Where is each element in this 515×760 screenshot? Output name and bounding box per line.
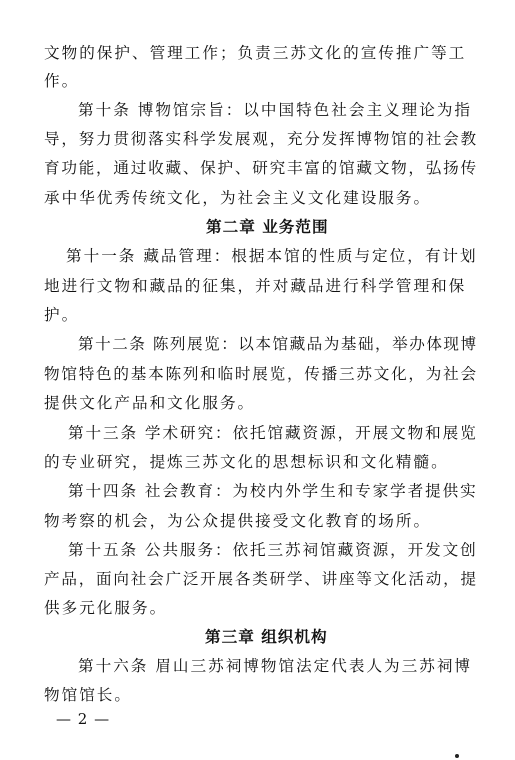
paragraph-line: 第十四条 社会教育：为校内外学生和专家学者提供实 [68,482,478,500]
paragraph-line: 第十三条 学术研究：依托馆藏资源，开展文物和展览 [68,424,478,442]
paragraph-line: 物考察的机会，为公众提供接受文化教育的场所。 [44,512,432,530]
paragraph-line: 提供文化产品和文化服务。 [44,394,256,412]
paragraph-line: 第十一条 藏品管理：根据本馆的性质与定位，有计划 [66,247,478,265]
page-number: — 2 — [56,710,111,728]
paragraph-line: 地进行文物和藏品的征集，并对藏品进行科学管理和保 [44,277,467,295]
paragraph-line: 文物的保护、管理工作；负责三苏文化的宣传推广等工 [44,44,467,62]
paragraph-line: 供多元化服务。 [44,599,168,617]
paragraph-line: 物馆馆长。 [44,686,132,704]
paragraph-line: 第十六条 眉山三苏祠博物馆法定代表人为三苏祠博 [78,657,473,675]
paragraph-line: 承中华优秀传统文化，为社会主义文化建设服务。 [44,189,432,207]
chapter-3-heading: 第三章 组织机构 [205,627,328,646]
paragraph-line: 育功能，通过收藏、保护、研究丰富的馆藏文物，弘扬传 [44,159,478,177]
paragraph-line: 第十二条 陈列展览：以本馆藏品为基础，举办体现博 [78,335,478,353]
paragraph-line: 导，努力贯彻落实科学发展观，充分发挥博物馆的社会教 [44,130,478,148]
page-mark-dot [455,754,459,758]
chapter-2-heading: 第二章 业务范围 [206,217,329,236]
paragraph-line: 护。 [44,306,80,324]
paragraph-line: 产品，面向社会广泛开展各类研学、讲座等文化活动，提 [44,570,478,588]
paragraph-line: 第十五条 公共服务：依托三苏祠馆藏资源，开发文创 [68,541,478,559]
paragraph-line: 作。 [44,72,80,90]
paragraph-line: 的专业研究，提炼三苏文化的思想标识和文化精髓。 [44,453,449,471]
paragraph-line: 物馆特色的基本陈列和临时展览，传播三苏文化，为社会 [44,365,478,383]
paragraph-line: 第十条 博物馆宗旨：以中国特色社会主义理论为指 [78,101,473,119]
